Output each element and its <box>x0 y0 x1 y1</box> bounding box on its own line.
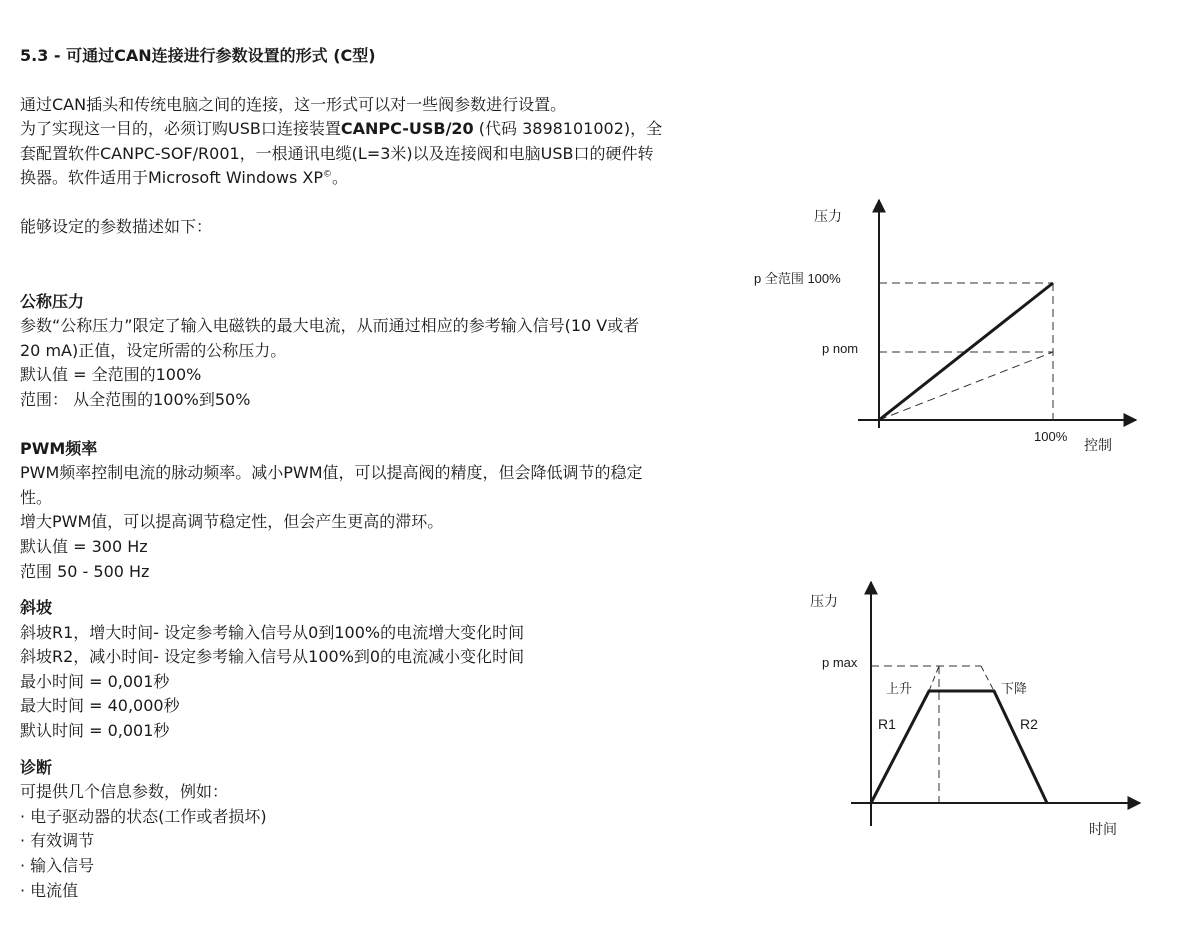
intro-line-4-a: 换器。软件适用于Microsoft Windows XP <box>20 168 324 188</box>
pressure-control-diagram <box>740 195 1150 470</box>
nominal-pressure-line: 20 mA)正值，设定所需的公称压力。 <box>20 340 287 360</box>
p-nom-label: p nom <box>822 341 859 356</box>
r2-label: R2 <box>1020 716 1038 732</box>
pwm-line: 增大PWM值，可以提高调节稳定性，但会产生更高的滞环。 <box>20 512 444 532</box>
nominal-pressure-line: 参数“公称压力”限定了输入电磁铁的最大电流，从而通过相应的参考输入信号(10 V或者 <box>20 316 640 336</box>
y-axis-label: 压力 <box>810 593 838 609</box>
p-full-label: p 全范围 100% <box>754 271 841 286</box>
diagnosis-title: 诊断 <box>20 757 53 777</box>
x-axis-label: 控制 <box>1084 437 1112 453</box>
x-axis-label: 时间 <box>1089 821 1117 837</box>
x-tick-label: 100% <box>1034 429 1068 444</box>
ramp-line: 默认时间 = 0,001秒 <box>20 721 170 741</box>
intro-line-2 <box>20 117 735 142</box>
r2-extension-guide <box>981 666 994 691</box>
diagnosis-line: · 输入信号 <box>20 856 95 876</box>
ramp-line: 最大时间 = 40,000秒 <box>20 696 180 716</box>
r1-label: R1 <box>878 716 896 732</box>
nominal-pressure-title: 公称压力 <box>20 291 85 311</box>
ramp-line: 斜坡R1，增大时间- 设定参考输入信号从0到100%的电流增大变化时间 <box>20 622 525 642</box>
nominal-pressure-line: 范围： 从全范围的100%到50% <box>20 389 251 409</box>
diagnosis-line: 可提供几个信息参数，例如： <box>20 782 229 802</box>
ramp-line: 最小时间 = 0,001秒 <box>20 671 170 691</box>
pwm-title: PWM频率 <box>20 438 98 458</box>
copyright-mark: © <box>323 170 333 181</box>
diagnosis-line: · 电子驱动器的状态(工作或者损坏) <box>20 806 267 826</box>
ramp-profile <box>871 691 1047 803</box>
intro-line-1: 通过CAN插头和传统电脑之间的连接，这一形式可以对一些阀参数进行设置。 <box>20 94 567 114</box>
pressure-time-diagram <box>740 575 1150 845</box>
ramp-title: 斜坡 <box>20 598 53 618</box>
intro-line-2-a: 为了实现这一目的，必须订购USB口连接装置 <box>20 119 341 139</box>
product-code: CANPC-USB/20 <box>340 119 474 139</box>
nominal-pressure-line: 默认值 = 全范围的100% <box>20 365 202 385</box>
fall-label: 下降 <box>1001 681 1028 696</box>
intro-line-3: 套配置软件CANPC-SOF/R001，一根通讯电缆(L=3米)以及连接阀和电脑USB口的硬件转 <box>20 143 654 163</box>
ramp-line: 斜坡R2，减小时间- 设定参考输入信号从100%到0的电流减小变化时间 <box>20 647 525 667</box>
nominal-response-line <box>879 352 1053 420</box>
intro-line-4 <box>20 166 735 191</box>
pwm-line: 默认值 = 300 Hz <box>20 536 148 556</box>
diagnosis-line: · 电流值 <box>20 880 79 900</box>
r1-extension-guide <box>929 666 939 691</box>
pwm-line: 性。 <box>20 487 53 507</box>
p-max-label: p max <box>822 655 858 670</box>
intro-line-2-b: (代码 3898101002)，全 <box>473 119 663 139</box>
y-axis-label: 压力 <box>814 208 842 224</box>
intro-line-4-b: 。 <box>332 168 349 188</box>
document-text <box>20 44 735 903</box>
diagnosis-line: · 有效调节 <box>20 831 95 851</box>
pwm-line: PWM频率控制电流的脉动频率。减小PWM值，可以提高阀的精度，但会降低调节的稳定 <box>20 463 643 483</box>
rise-label: 上升 <box>886 681 913 696</box>
pwm-line: 范围 50 - 500 Hz <box>20 561 150 581</box>
section-title: 5.3 - 可通过CAN连接进行参数设置的形式 (C型) <box>20 46 376 65</box>
params-intro: 能够设定的参数描述如下： <box>20 216 213 236</box>
